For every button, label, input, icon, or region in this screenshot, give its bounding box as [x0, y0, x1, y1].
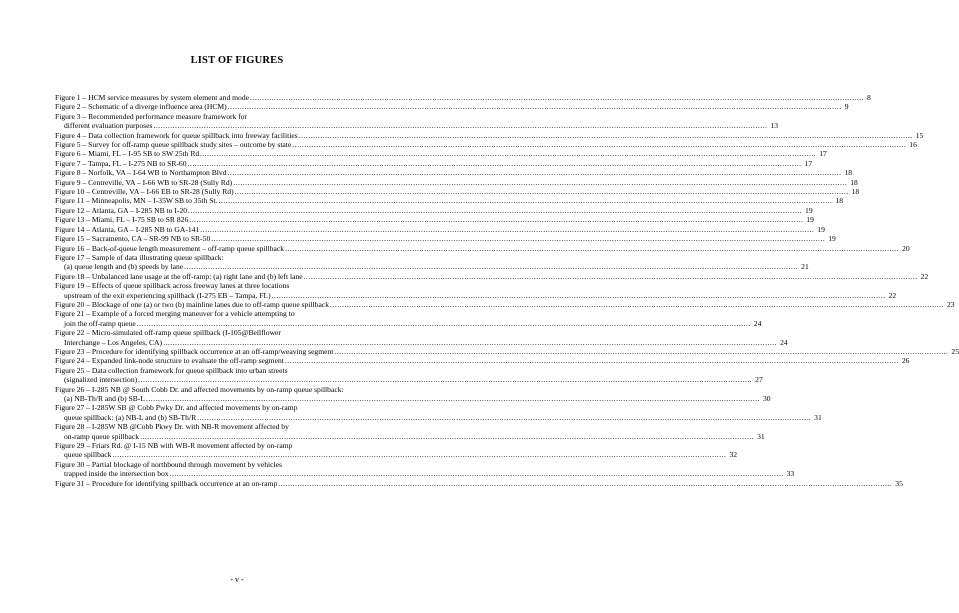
figure-entry-line — [55, 299, 955, 309]
figure-entry-line — [55, 366, 419, 375]
dot-leader — [112, 450, 726, 459]
figure-entry[interactable] — [55, 158, 813, 168]
figure-caption-text: Figure 1 – HCM service measures by system element and mode — [55, 93, 250, 102]
figure-caption-text: Figure 7 – Tampa, FL – I-275 NB to SR-60 — [55, 158, 187, 168]
figure-entry[interactable] — [55, 346, 959, 356]
figure-caption-text: Figure 17 – Sample of data illustrating queue spillback: — [55, 252, 224, 262]
figure-entry-line — [55, 271, 929, 281]
figure-page-number: 22 — [888, 290, 897, 300]
figure-entry[interactable] — [55, 224, 825, 234]
dot-leader — [285, 244, 899, 253]
figure-caption-text: Figure 13 – Miami, FL – I-75 SB to SR 826 — [55, 215, 189, 225]
dot-leader — [228, 168, 842, 177]
figure-entry-line — [55, 478, 903, 488]
dot-leader — [170, 469, 784, 478]
figure-entry-line — [55, 93, 871, 102]
figure-caption-text: Figure 31 – Procedure for identifying spillback occurrence at an on-ramp — [55, 478, 278, 488]
dot-leader — [330, 300, 944, 309]
figure-caption-text: (a) NB-Th/R and (b) SB-L — [64, 394, 145, 403]
figure-caption-text: Figure 30 – Partial blockage of northbound through movement by vehicles — [55, 459, 282, 469]
figure-entry-continuation — [55, 450, 738, 460]
page-title: LIST OF FIGURES — [190, 55, 284, 66]
dot-leader — [200, 225, 814, 234]
figure-page-number: 16 — [909, 140, 917, 150]
dot-leader — [184, 262, 798, 271]
figure-page-number: 21 — [801, 262, 809, 272]
figure-entry[interactable] — [55, 271, 929, 281]
figure-entry-line — [55, 460, 419, 469]
figure-page-number: 18 — [850, 177, 858, 187]
figure-entry[interactable] — [55, 140, 917, 150]
dot-leader — [292, 140, 906, 149]
figure-page-number: 19 — [805, 205, 813, 215]
figure-entry[interactable] — [55, 149, 827, 159]
figure-entry-line — [55, 140, 917, 150]
figure-page-number: 8 — [867, 93, 871, 102]
figure-entry[interactable] — [55, 215, 814, 225]
figure-caption-text: Figure 6 – Miami, FL – I-95 SB to SW 25th Rd. — [55, 149, 202, 159]
figure-entry-continuation — [55, 375, 763, 385]
figure-entry[interactable] — [55, 130, 924, 140]
dot-leader — [228, 102, 842, 111]
figure-entry-line — [55, 441, 419, 450]
figure-entry[interactable] — [55, 168, 853, 178]
figure-entry-line — [55, 158, 813, 168]
dot-leader — [202, 149, 816, 158]
figure-page-number: 23 — [947, 299, 955, 309]
figure-caption-text: Interchange – Los Angeles, CA) — [64, 337, 163, 347]
figure-page-number: 31 — [814, 412, 822, 422]
figure-entry[interactable] — [55, 93, 871, 102]
figure-page-number: 17 — [804, 158, 813, 168]
figure-entry-continuation — [55, 469, 795, 479]
figure-entry-line — [55, 149, 827, 159]
figure-caption-text: Figure 28 – I-285W NB @Cobb Pkwy Dr. with NB-R movement affected by — [55, 422, 289, 432]
figure-entry[interactable] — [55, 328, 788, 347]
figure-caption-text: queue spillback — [64, 450, 112, 460]
figure-caption-text: Figure 20 – Blockage of one (a) or two (b) mainline lanes due to off-ramp queue spillback — [55, 299, 329, 309]
figure-entry-line — [55, 356, 910, 366]
figure-caption-text: join the off-ramp queue — [64, 318, 136, 328]
figure-entry[interactable] — [55, 403, 822, 422]
figure-caption-text: Figure 4 – Data collection framework for queue spillback into freeway facilities — [55, 130, 298, 140]
figure-caption-text: upstream of the exit experiencing spillback (I-275 EB – Tampa, FL) — [64, 290, 271, 300]
figure-entry-line — [55, 130, 924, 140]
figure-caption-text: Figure 8 – Norfolk, VA – I-64 WB to Northampton Blvd — [55, 168, 227, 178]
figure-caption-text: queue spillback: (a) NB-L and (b) SB-Th/R — [64, 412, 197, 422]
figure-caption-text: Figure 11 – Minneapolis, MN – I-35W SB to 35th St. — [55, 196, 218, 206]
figure-page-number: 26 — [901, 356, 910, 366]
figure-entry[interactable] — [55, 299, 955, 309]
dot-leader — [189, 215, 803, 224]
figure-caption-text: Figure 29 – Friars Rd. @ I-15 NB with WB-R movement affected by on-ramp — [55, 441, 293, 451]
figure-caption-text: Figure 26 – I-285 NB @ South Cobb Dr. and affected movements by on-ramp queue spillback: — [55, 384, 344, 394]
figure-caption-text: Figure 27 – I-285W SB @ Cobb Pwky Dr. and affected movements by on-ramp — [55, 403, 298, 413]
figure-caption-text: on-ramp queue spillback — [64, 431, 140, 441]
figure-page-number: 18 — [844, 168, 853, 178]
figure-entry[interactable] — [55, 384, 771, 404]
figure-page-number: 19 — [817, 224, 825, 234]
figure-page-number: 13 — [770, 121, 779, 131]
figure-entry-continuation — [55, 290, 897, 300]
figure-entry[interactable] — [55, 187, 860, 197]
figure-page-number: 31 — [757, 431, 765, 441]
figure-page-number: 25 — [951, 346, 959, 356]
figure-page-number: 24 — [753, 318, 762, 328]
figure-entry-continuation — [55, 121, 779, 131]
figure-caption-text: (a) queue length and (b) speeds by lane — [64, 262, 184, 272]
figure-caption-text: Figure 16 – Back-of-queue length measurement – off-ramp queue spillback — [55, 243, 285, 253]
figure-caption-text: Figure 25 – Data collection framework for queue spillback into urban streets — [55, 365, 288, 375]
figure-caption-text: Figure 23 – Procedure for identifying spillback occurrence at an off-ramp/weaving segment — [55, 346, 334, 356]
figure-entry-line — [55, 385, 419, 394]
figure-caption-text: Figure 22 – Micro-simulated off-ramp queue spillback (I-105@Bellflower — [55, 328, 281, 338]
figure-entry[interactable] — [55, 356, 910, 366]
figure-page-number: 18 — [851, 187, 860, 197]
dot-leader — [218, 196, 832, 205]
figure-entry[interactable] — [55, 422, 765, 441]
figure-entry-line — [55, 215, 814, 225]
figure-entry[interactable] — [55, 111, 779, 131]
dot-leader — [233, 178, 847, 187]
figure-entry-line — [55, 177, 858, 187]
figure-page-number: 9 — [844, 102, 849, 112]
figure-entry[interactable] — [55, 478, 903, 488]
figure-entry-line — [55, 309, 419, 318]
figure-entry-continuation — [55, 412, 822, 422]
figure-caption-text: Figure 21 – Example of a forced merging maneuver for a vehicle attempting to — [55, 309, 295, 319]
figure-caption-text: Figure 10 – Centreville, VA – I-66 EB to SR-28 (Sully Rd) — [55, 187, 234, 197]
figure-caption-text: Figure 9 – Centreville, VA – I-66 WB to SR-28 (Sully Rd) — [55, 177, 233, 187]
figure-entry[interactable] — [55, 252, 809, 272]
dot-leader — [153, 121, 767, 130]
figure-caption-text: trapped inside the intersection box — [64, 469, 169, 479]
figure-entry-continuation — [55, 318, 762, 328]
figure-entry[interactable] — [55, 459, 795, 479]
figure-entry[interactable] — [55, 102, 849, 112]
dot-leader — [146, 394, 760, 403]
figure-entry-line — [55, 346, 959, 356]
figure-entry-continuation — [55, 394, 771, 403]
figure-caption-text: Figure 5 – Survey for off-ramp queue spillback study sites – outcome by state — [55, 140, 292, 150]
dot-leader — [272, 291, 886, 300]
figure-page-number: 22 — [920, 271, 929, 281]
figure-caption-text: Figure 18 – Unbalanced lane usage at the off-ramp: (a) right lane and (b) left lane — [55, 271, 303, 281]
figure-entry-line — [55, 112, 419, 121]
figure-page-number: 24 — [780, 337, 788, 347]
figure-entry-continuation — [55, 337, 788, 347]
dot-leader — [163, 338, 777, 347]
dot-leader — [334, 347, 948, 356]
figure-caption-text: Figure 19 – Effects of queue spillback across freeway lanes at three locations — [55, 281, 290, 291]
figure-entry[interactable] — [55, 234, 836, 244]
figure-entry-line — [55, 205, 813, 215]
dot-leader — [285, 356, 899, 365]
figure-entry-line — [55, 224, 825, 234]
figure-entry-line — [55, 422, 419, 431]
figure-entry-line — [55, 328, 419, 337]
figure-entry[interactable] — [55, 177, 858, 187]
figure-page-number: 19 — [806, 215, 814, 225]
figure-entry[interactable] — [55, 205, 813, 215]
dot-leader — [137, 319, 751, 328]
dot-leader — [197, 413, 811, 422]
dot-leader — [140, 432, 754, 441]
dot-leader — [278, 479, 892, 488]
figure-entry[interactable] — [55, 196, 844, 206]
figure-entry[interactable] — [55, 309, 762, 328]
figure-page-number: 27 — [755, 375, 763, 385]
figure-page-number: 15 — [915, 130, 924, 140]
dot-leader — [188, 206, 802, 215]
figure-entry-line — [55, 403, 419, 412]
figure-entry-line — [55, 196, 844, 206]
figure-entry-line — [55, 253, 419, 262]
figure-page-number: 19 — [828, 234, 836, 244]
figure-page-number: 17 — [819, 149, 827, 159]
figure-entry-line — [55, 168, 853, 178]
figure-page-number: 20 — [902, 243, 910, 253]
figure-entry-line — [55, 187, 860, 197]
figure-entry[interactable] — [55, 365, 763, 385]
figure-caption-text: different evaluation purposes — [64, 121, 153, 131]
figure-caption-text: Figure 2 – Schematic of a diverge influence area (HCM) — [55, 102, 227, 112]
dot-leader — [211, 234, 825, 243]
figure-caption-text: Figure 14 – Atlanta, GA – I-285 NB to GA-141 — [55, 224, 200, 234]
page-number-footer: - v - — [230, 575, 244, 584]
dot-leader — [235, 187, 849, 196]
figure-entry-line — [55, 102, 849, 112]
figure-caption-text: Figure 15 – Sacramento, CA – SR-99 NB to SR-50 — [55, 234, 211, 244]
figure-entry-line — [55, 243, 910, 253]
figure-entry-line — [55, 234, 836, 244]
figure-page-number: 33 — [786, 469, 795, 479]
dot-leader — [188, 159, 802, 168]
dot-leader — [138, 375, 752, 384]
figure-page-number: 32 — [729, 450, 738, 460]
figure-caption-text: (signalized intersection) — [64, 375, 138, 385]
figure-page-number: 35 — [895, 478, 903, 488]
figure-caption-text: Figure 3 – Recommended performance measure framework for — [55, 111, 248, 121]
figure-page-number: 18 — [835, 196, 844, 206]
figure-caption-text: Figure 12 – Atlanta, GA – I-285 NB to I-20 — [55, 205, 188, 215]
dot-leader — [299, 131, 913, 140]
figure-entry-continuation — [55, 262, 809, 272]
figure-page-number: 30 — [762, 394, 771, 403]
figure-entry-continuation — [55, 431, 765, 441]
figure-entry[interactable] — [55, 441, 738, 460]
figure-entry[interactable] — [55, 281, 897, 300]
figure-caption-text: Figure 24 – Expanded link-node structure to evaluate the off-ramp segment — [55, 356, 284, 366]
dot-leader — [304, 272, 918, 281]
dot-leader — [250, 93, 864, 102]
figure-entry[interactable] — [55, 243, 910, 253]
figure-entry-line — [55, 281, 419, 290]
figure-list — [55, 93, 959, 488]
